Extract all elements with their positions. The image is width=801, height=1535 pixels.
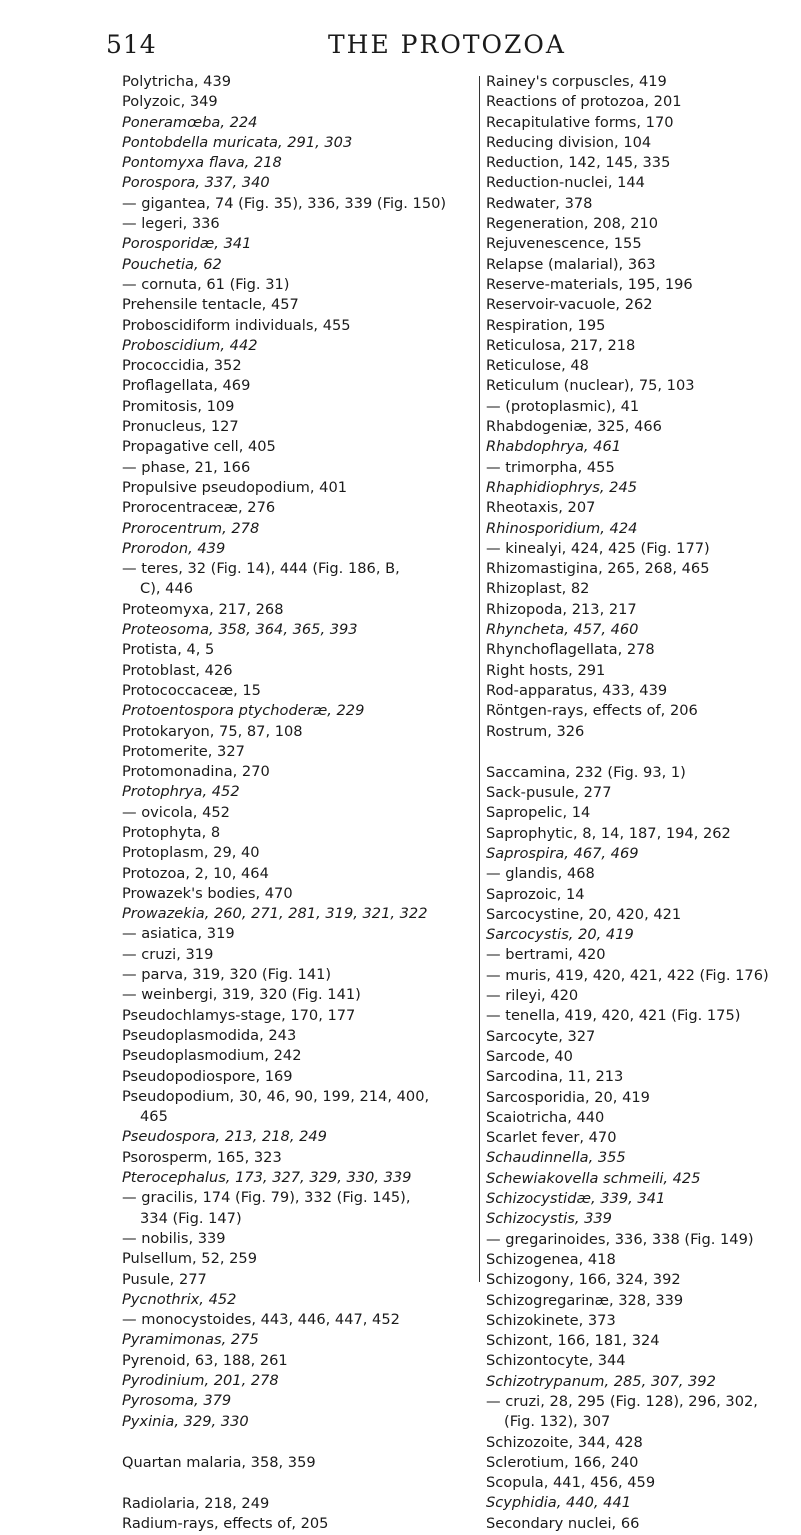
index-entry: — kinealyi, 424, 425 (Fig. 177) — [486, 539, 710, 557]
index-entry: Pterocephalus, 173, 327, 329, 330, 339 — [122, 1169, 412, 1187]
index-entry: Pouchetia, 62 — [122, 255, 222, 273]
index-entry: Rainey's corpuscles, 419 — [486, 73, 667, 90]
page-header — [0, 20, 801, 64]
index-entry: Proflagellata, 469 — [122, 377, 251, 395]
index-entry: Pontobdella muricata, 291, 303 — [122, 133, 353, 151]
index-entry: — parva, 319, 320 (Fig. 141) — [122, 966, 332, 984]
index-entry: Schizont, 166, 181, 324 — [486, 1332, 660, 1350]
index-entry: — asiatica, 319 — [122, 925, 235, 943]
index-entry: Schizocystis, 339 — [486, 1210, 612, 1228]
index-entry: Sapropelic, 14 — [486, 804, 591, 822]
index-entry: Poneramœba, 224 — [122, 113, 258, 131]
index-entry: Promitosis, 109 — [122, 397, 235, 415]
index-entry: Propagative cell, 405 — [122, 438, 276, 456]
index-entry: Scaiotricha, 440 — [486, 1108, 605, 1126]
index-entry: Schizogony, 166, 324, 392 — [486, 1271, 681, 1289]
index-entry: Reactions of protozoa, 201 — [486, 93, 682, 111]
index-entry: Pycnothrix, 452 — [122, 1290, 237, 1308]
index-entry: — weinbergi, 319, 320 (Fig. 141) — [122, 986, 361, 1004]
index-entry: — tenella, 419, 420, 421 (Fig. 175) — [486, 1007, 741, 1025]
index-entry: Propulsive pseudopodium, 401 — [122, 478, 348, 496]
index-entry: Reticulosa, 217, 218 — [486, 336, 636, 354]
index-entry: Röntgen-rays, effects of, 206 — [486, 702, 698, 720]
index-entry: Rhinosporidium, 424 — [486, 519, 638, 537]
index-entry: Pulsellum, 52, 259 — [122, 1250, 257, 1268]
index-entry: Quartan malaria, 358, 359 — [122, 1453, 316, 1471]
index-entry: Protomonadina, 270 — [122, 763, 270, 781]
index-entry: Protoplasm, 29, 40 — [122, 844, 260, 862]
index-entry: Rhaphidiophrys, 245 — [486, 478, 638, 496]
index-entry: — teres, 32 (Fig. 14), 444 (Fig. 186, B, — [122, 560, 400, 578]
index-entry: Rhizopoda, 213, 217 — [486, 600, 637, 618]
index-column-right — [486, 72, 796, 1534]
index-entry: Pyramimonas, 275 — [122, 1331, 259, 1349]
index-entry: Saprozoic, 14 — [486, 885, 585, 903]
index-entry: — nobilis, 339 — [122, 1229, 226, 1247]
index-entry: — muris, 419, 420, 421, 422 (Fig. 176) — [486, 966, 769, 984]
index-entry: Secondary nuclei, 66 — [486, 1514, 640, 1532]
index-entry-continuation: C), 446 — [140, 580, 194, 598]
index-entry: Sarcosporidia, 20, 419 — [486, 1088, 650, 1106]
index-entry: Prowazek's bodies, 470 — [122, 884, 293, 902]
index-entry: Reduction-nuclei, 144 — [486, 174, 645, 192]
index-entry: Pseudochlamys-stage, 170, 177 — [122, 1006, 356, 1024]
index-entry: Rod-apparatus, 433, 439 — [486, 681, 668, 699]
index-entry: Prehensile tentacle, 457 — [122, 296, 299, 314]
index-entry: Rhynchoflagellata, 278 — [486, 641, 655, 659]
index-entry: Schizocystidæ, 339, 341 — [486, 1190, 666, 1208]
index-entry: — ovicola, 452 — [122, 803, 230, 821]
index-entry: Schizogenea, 418 — [486, 1250, 616, 1268]
index-entry: Schizokinete, 373 — [486, 1311, 616, 1329]
index-entry: Relapse (malarial), 363 — [486, 255, 656, 273]
column-divider — [479, 76, 480, 1282]
index-entry: Pyrosoma, 379 — [122, 1392, 232, 1410]
index-entry: Rhabdogeniæ, 325, 466 — [486, 418, 662, 436]
index-entry: — phase, 21, 166 — [122, 458, 251, 476]
index-entry: Sarcocystine, 20, 420, 421 — [486, 905, 682, 923]
index-entry: Saprophytic, 8, 14, 187, 194, 262 — [486, 824, 731, 842]
index-entry: Schizozoite, 344, 428 — [486, 1433, 643, 1451]
index-entry: Sarcocystis, 20, 419 — [486, 926, 634, 944]
index-entry: Proboscidiform individuals, 455 — [122, 316, 351, 334]
index-entry: Sarcodina, 11, 213 — [486, 1068, 624, 1086]
index-entry: Sclerotium, 166, 240 — [486, 1453, 639, 1471]
index-entry-continuation: 334 (Fig. 147) — [140, 1209, 242, 1227]
index-entry: Porosporidæ, 341 — [122, 235, 252, 253]
index-entry: Pyxinia, 329, 330 — [122, 1412, 249, 1430]
index-entry: — monocystoides, 443, 446, 447, 452 — [122, 1311, 400, 1329]
index-entry: Schaudinnella, 355 — [486, 1149, 626, 1167]
index-entry: Reducing division, 104 — [486, 133, 652, 151]
index-entry: Rheotaxis, 207 — [486, 499, 596, 517]
index-entry: — gracilis, 174 (Fig. 79), 332 (Fig. 145), — [122, 1189, 411, 1207]
index-entry: Radiolaria, 218, 249 — [122, 1495, 270, 1513]
index-entry: Schizontocyte, 344 — [486, 1352, 626, 1370]
index-entry: Rostrum, 326 — [486, 722, 585, 740]
index-entry: Prowazekia, 260, 271, 281, 319, 321, 322 — [122, 905, 428, 923]
index-entry: Recapitulative forms, 170 — [486, 113, 674, 131]
index-entry: Sarcode, 40 — [486, 1047, 573, 1065]
index-entry: Prorocentrum, 278 — [122, 519, 260, 537]
index-entry: Prorodon, 439 — [122, 539, 226, 557]
index-entry: Schewiakovella schmeili, 425 — [486, 1169, 701, 1187]
index-entry: Respiration, 195 — [486, 316, 606, 334]
index-entry: Pyrenoid, 63, 188, 261 — [122, 1351, 288, 1369]
index-entry: Protomerite, 327 — [122, 742, 245, 760]
index-entry: — glandis, 468 — [486, 865, 595, 883]
index-entry: Psorosperm, 165, 323 — [122, 1148, 282, 1166]
running-title: THE PROTOZOA — [328, 30, 566, 59]
index-entry: Rhyncheta, 457, 460 — [486, 621, 639, 639]
index-entry: Schizotrypanum, 285, 307, 392 — [486, 1372, 716, 1390]
index-entry-continuation: 465 — [140, 1108, 168, 1126]
index-entry: Sarcocyte, 327 — [486, 1027, 596, 1045]
index-entry: Rhizoplast, 82 — [486, 580, 590, 598]
index-entry: — trimorpha, 455 — [486, 458, 615, 476]
index-entry: Protoblast, 426 — [122, 661, 233, 679]
index-entry: Proteomyxa, 217, 268 — [122, 600, 284, 618]
index-entry: Protococcaceæ, 15 — [122, 681, 261, 699]
index-entry: Proboscidium, 442 — [122, 336, 258, 354]
index-entry: Proteosoma, 358, 364, 365, 393 — [122, 621, 358, 639]
index-entry: Protoentospora ptychoderæ, 229 — [122, 702, 365, 720]
index-entry: Reticulose, 48 — [486, 357, 589, 375]
index-entry: Pyrodinium, 201, 278 — [122, 1372, 279, 1389]
index-entry: Polytricha, 439 — [122, 73, 232, 90]
index-entry: Protophyta, 8 — [122, 823, 221, 841]
index-entry: Rhizomastigina, 265, 268, 465 — [486, 560, 710, 578]
index-entry: — bertrami, 420 — [486, 946, 606, 964]
index-entry: Pusule, 277 — [122, 1270, 207, 1288]
index-entry: Redwater, 378 — [486, 194, 593, 212]
index-entry: Schizogregarinæ, 328, 339 — [486, 1291, 684, 1309]
index-entry: Prococcidia, 352 — [122, 357, 242, 375]
index-entry: Sack-pusule, 277 — [486, 784, 612, 802]
index-entry: Pseudoplasmodium, 242 — [122, 1047, 302, 1065]
index-entry: Protista, 4, 5 — [122, 641, 215, 659]
index-entry: Pontomyxa flava, 218 — [122, 154, 282, 172]
index-entry: Prorocentraceæ, 276 — [122, 499, 276, 517]
index-entry: Pseudopodiospore, 169 — [122, 1067, 293, 1085]
index-entry: Reticulum (nuclear), 75, 103 — [486, 377, 695, 395]
index-entry: — gigantea, 74 (Fig. 35), 336, 339 (Fig. 150) — [122, 194, 447, 212]
index-entry: Protophrya, 452 — [122, 783, 240, 801]
index-entry: — gregarinoides, 336, 338 (Fig. 149) — [486, 1230, 754, 1248]
index-entry: Protokaryon, 75, 87, 108 — [122, 722, 303, 740]
index-entry: Reserve-materials, 195, 196 — [486, 275, 693, 293]
index-entry: Scyphidia, 440, 441 — [486, 1494, 632, 1512]
page-number: 514 — [106, 30, 157, 59]
index-entry: — legeri, 336 — [122, 215, 220, 233]
index-entry-continuation: (Fig. 132), 307 — [504, 1413, 611, 1431]
index-entry: Protozoa, 2, 10, 464 — [122, 864, 269, 882]
index-entry: Scopula, 441, 456, 459 — [486, 1474, 656, 1492]
index-entry: Radium-rays, effects of, 205 — [122, 1515, 329, 1533]
index-column-left — [122, 72, 452, 1535]
index-entry: Rhabdophrya, 461 — [486, 438, 622, 456]
index-entry: — (protoplasmic), 41 — [486, 397, 640, 415]
index-entry: Pseudopodium, 30, 46, 90, 199, 214, 400, — [122, 1087, 430, 1105]
index-entry: — cornuta, 61 (Fig. 31) — [122, 275, 290, 293]
index-entry: Rejuvenescence, 155 — [486, 235, 642, 253]
index-entry: Reduction, 142, 145, 335 — [486, 154, 671, 172]
index-entry: — cruzi, 28, 295 (Fig. 128), 296, 302, — [486, 1393, 758, 1410]
index-entry: Pronucleus, 127 — [122, 418, 239, 436]
index-entry: Right hosts, 291 — [486, 661, 606, 679]
index-entry: — cruzi, 319 — [122, 945, 214, 963]
index-entry: — rileyi, 420 — [486, 987, 579, 1005]
index-entry: Porospora, 337, 340 — [122, 174, 270, 192]
index-entry: Pseudoplasmodida, 243 — [122, 1026, 297, 1044]
index-entry: Pseudospora, 213, 218, 249 — [122, 1128, 327, 1146]
index-entry: Regeneration, 208, 210 — [486, 215, 659, 233]
index-entry: Scarlet fever, 470 — [486, 1129, 617, 1147]
index-entry: Polyzoic, 349 — [122, 93, 218, 111]
index-entry: Saprospira, 467, 469 — [486, 844, 639, 862]
index-entry: Saccamina, 232 (Fig. 93, 1) — [486, 763, 686, 781]
index-entry: Reservoir-vacuole, 262 — [486, 296, 653, 314]
